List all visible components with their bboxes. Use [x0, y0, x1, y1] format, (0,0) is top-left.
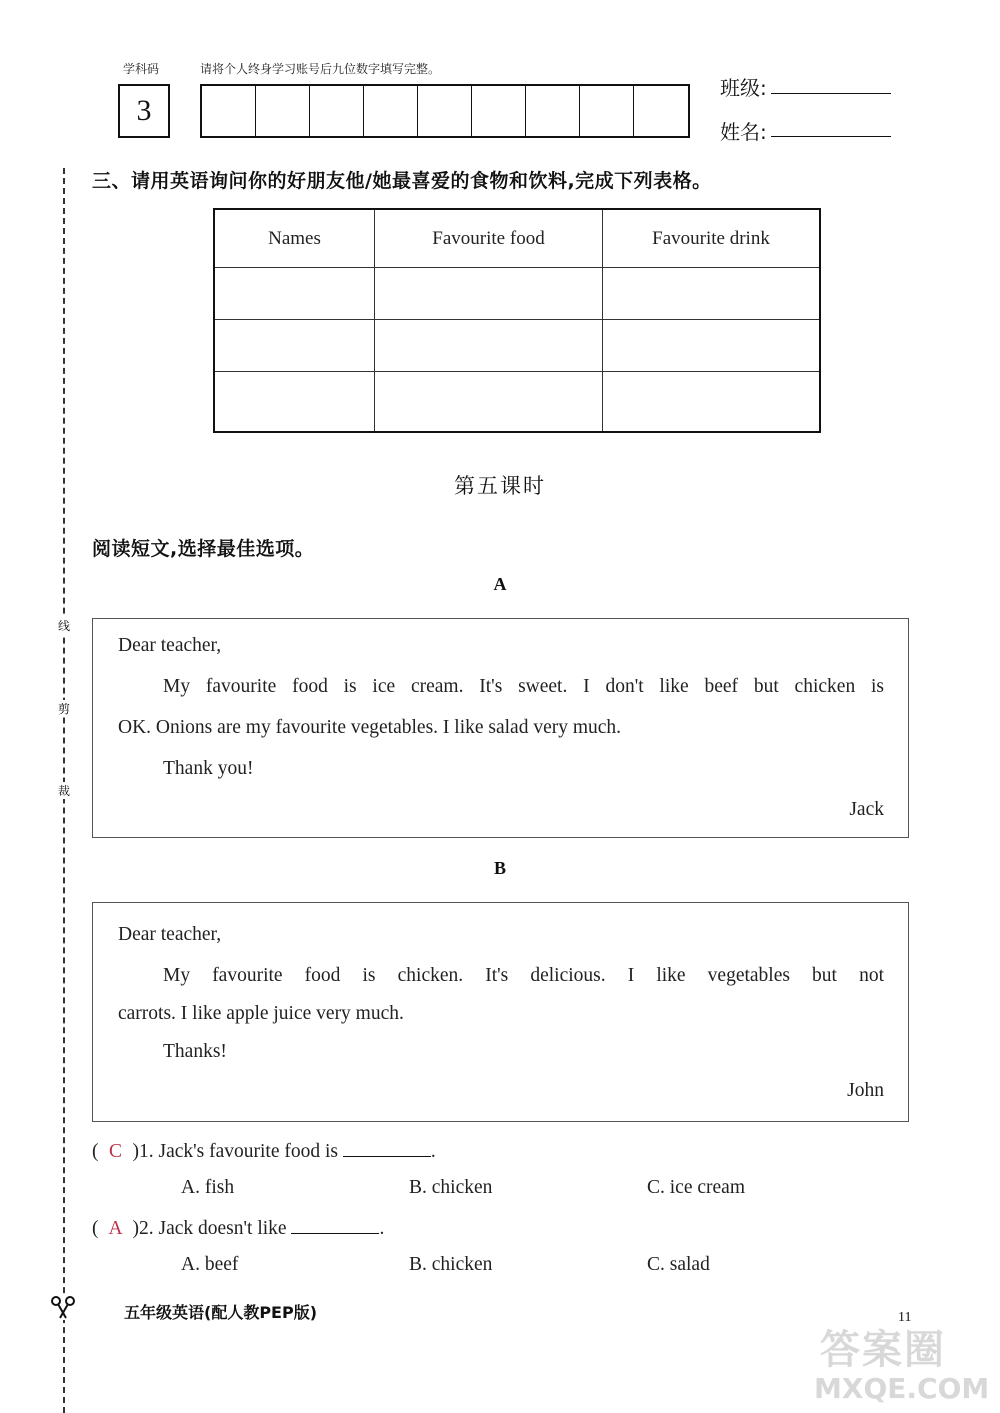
passage-b-body-line2: carrots. I like apple juice very much. [118, 1003, 404, 1024]
table-cell[interactable] [214, 371, 375, 432]
class-label: 班级: [720, 76, 767, 100]
table-cell[interactable] [214, 319, 375, 371]
account-digit-boxes[interactable] [200, 84, 690, 138]
passage-b-label: B [493, 858, 506, 878]
answer-blank[interactable] [291, 1215, 379, 1234]
passage-b-closing: Thanks! [163, 1041, 227, 1062]
table-row [214, 268, 820, 320]
digit-cell[interactable] [364, 86, 418, 136]
question-1: ( C )1. Jack's favourite food is . [92, 1138, 436, 1163]
table-cell[interactable] [603, 319, 821, 371]
question-stem: )1. Jack's favourite food is [132, 1141, 339, 1162]
option-c[interactable]: C. salad [647, 1254, 710, 1275]
option-c[interactable]: C. ice cream [647, 1177, 745, 1198]
digit-cell[interactable] [634, 86, 688, 136]
passage-a-greeting: Dear teacher, [118, 635, 222, 656]
question-stem: )2. Jack doesn't like [132, 1218, 287, 1239]
subject-code-box: 3 [118, 84, 170, 138]
table-row [214, 371, 820, 432]
passage-a-label: A [493, 574, 507, 594]
section-3-title: 三、请用英语询问你的好朋友他/她最喜爱的食物和饮料,完成下列表格。 [92, 170, 712, 192]
account-instruction: 请将个人终身学习账号后九位数字填写完整。 [200, 62, 441, 76]
passage-a-body-line1: My favourite food is ice cream. It's sweet. I don't like beef but chicken is [163, 676, 884, 697]
option-b[interactable]: B. chicken [409, 1177, 493, 1198]
passage-b-greeting: Dear teacher, [118, 924, 222, 945]
answer-mark: A [108, 1218, 123, 1239]
table-header-row [214, 209, 820, 268]
digit-cell[interactable] [418, 86, 472, 136]
table-cell[interactable] [214, 268, 375, 320]
passage-a-closing: Thank you! [163, 758, 254, 779]
digit-cell[interactable] [580, 86, 634, 136]
watermark-domain: MXQE.COM [814, 1372, 990, 1405]
col-header-names: Names [214, 209, 375, 268]
col-header-food: Favourite food [375, 209, 603, 268]
passage-a-box [92, 618, 909, 838]
option-a[interactable]: A. fish [181, 1177, 235, 1198]
digit-cell[interactable] [256, 86, 310, 136]
cut-line-char: 线 [55, 617, 73, 634]
passage-b-box [92, 902, 909, 1122]
page-number: 11 [898, 1310, 912, 1325]
book-title: 五年级英语(配人教PEP版) [124, 1303, 318, 1322]
reading-instruction: 阅读短文,选择最佳选项。 [92, 538, 315, 560]
passage-a-signature: Jack [849, 799, 884, 820]
table-cell[interactable] [375, 371, 603, 432]
name-field[interactable] [771, 136, 891, 137]
cut-cut-char: 剪 [55, 700, 73, 717]
lesson-title: 第五课时 [454, 474, 546, 498]
col-header-drink: Favourite drink [603, 209, 821, 268]
digit-cell[interactable] [202, 86, 256, 136]
digit-cell[interactable] [526, 86, 580, 136]
favourites-table [213, 208, 821, 433]
table-cell[interactable] [603, 371, 821, 432]
table-row [214, 319, 820, 371]
cut-trim-char: 裁 [55, 782, 73, 799]
option-a[interactable]: A. beef [181, 1254, 239, 1275]
question-2: ( A )2. Jack doesn't like . [92, 1215, 384, 1240]
table-cell[interactable] [375, 268, 603, 320]
passage-a-body-line2: OK. Onions are my favourite vegetables. I like salad very much. [118, 717, 622, 738]
option-b[interactable]: B. chicken [409, 1254, 493, 1275]
passage-b-signature: John [847, 1080, 884, 1101]
digit-cell[interactable] [472, 86, 526, 136]
table-cell[interactable] [375, 319, 603, 371]
passage-b-body-line1: My favourite food is chicken. It's delicious. I like vegetables but not [163, 965, 884, 986]
table-cell[interactable] [603, 268, 821, 320]
answer-mark: C [108, 1141, 122, 1162]
scissors-icon [50, 1294, 76, 1320]
subject-code-label: 学科码 [123, 62, 160, 76]
watermark-logo: 答案圈 [820, 1327, 946, 1373]
class-field[interactable] [771, 93, 891, 94]
answer-blank[interactable] [343, 1138, 431, 1157]
name-label: 姓名: [720, 120, 767, 144]
digit-cell[interactable] [310, 86, 364, 136]
